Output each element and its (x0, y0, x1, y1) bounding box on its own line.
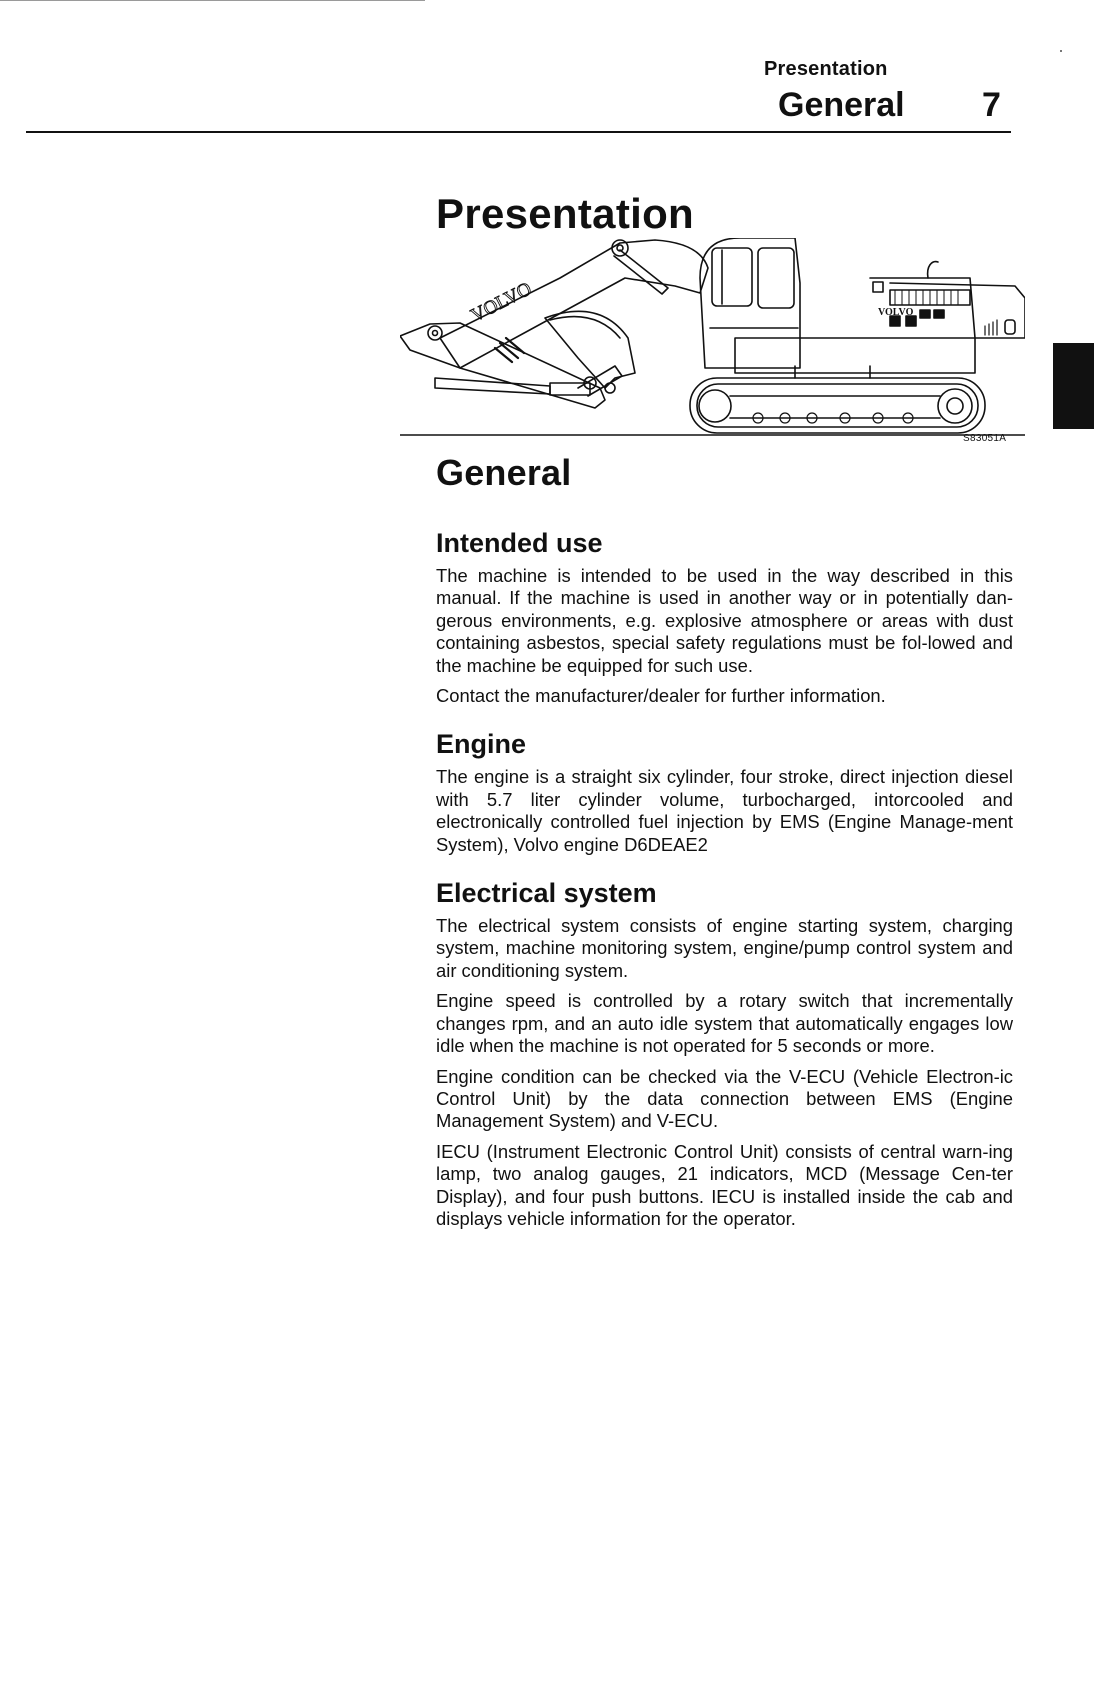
section-engine (436, 729, 1013, 856)
section-heading: Electrical system (436, 878, 657, 909)
paragraph: The engine is a straight six cylinder, four stroke, direct injection diesel with 5.7 liter cylinder volume, turbocharged, intorcooled and electronically controlled fuel injection by EMS (Engine Manage-ment System), Volvo engine D6DEAE2 (436, 766, 1013, 855)
header-rule (26, 131, 1011, 133)
top-edge-rule (0, 0, 425, 1)
figure-code: S83051A (963, 433, 1007, 444)
running-header-chapter: General (778, 86, 905, 124)
scan-speck (1060, 50, 1062, 52)
paragraph: The machine is intended to be used in the way described in this manual. If the machine is used in another way or in potentially dan-gerous environments, e.g. explosive atmosphere or areas with dust containing asbestos, special safety regulations must be fol-lowed and the machine be equipped for such use. (436, 565, 1013, 676)
body-brand-text: VOLVO (878, 307, 914, 318)
paragraph: IECU (Instrument Electronic Control Unit) consists of central warn-ing lamp, two analog gauges, 21 indicators, MCD (Message Cen-ter Display), and four push buttons. IECU is installed inside the cab and displays vehicle information for the operator. (436, 1140, 1013, 1229)
paragraph: Engine condition can be checked via the V-ECU (Vehicle Electron-ic Control Unit) by the data connection between EMS (Engine Management System) and V-ECU. (436, 1065, 1013, 1132)
excavator-illustration (400, 238, 1025, 448)
paragraph: Engine speed is controlled by a rotary switch that incrementally changes rpm, and an auto idle system that automatically engages low idle when the machine is not operated for 5 seconds or more. (436, 990, 1013, 1057)
section-heading: Engine (436, 729, 527, 760)
body-content (436, 452, 1013, 1252)
section-electrical-system (436, 878, 1013, 1230)
boom-brand-text: VOLVO (467, 278, 535, 327)
paragraph: Contact the manufacturer/dealer for further information. (436, 685, 886, 707)
section-intended-use (436, 528, 1013, 707)
main-title: Presentation (436, 190, 694, 237)
section-heading: Intended use (436, 528, 603, 558)
page-number: 7 (982, 86, 1001, 124)
running-header-section: Presentation (764, 58, 888, 80)
paragraph: The electrical system consists of engine starting system, charging system, machine monitoring system, engine/pump control system and air conditioning system. (436, 915, 1013, 981)
chapter-thumb-tab (1053, 343, 1094, 429)
chapter-heading: General (436, 452, 572, 493)
